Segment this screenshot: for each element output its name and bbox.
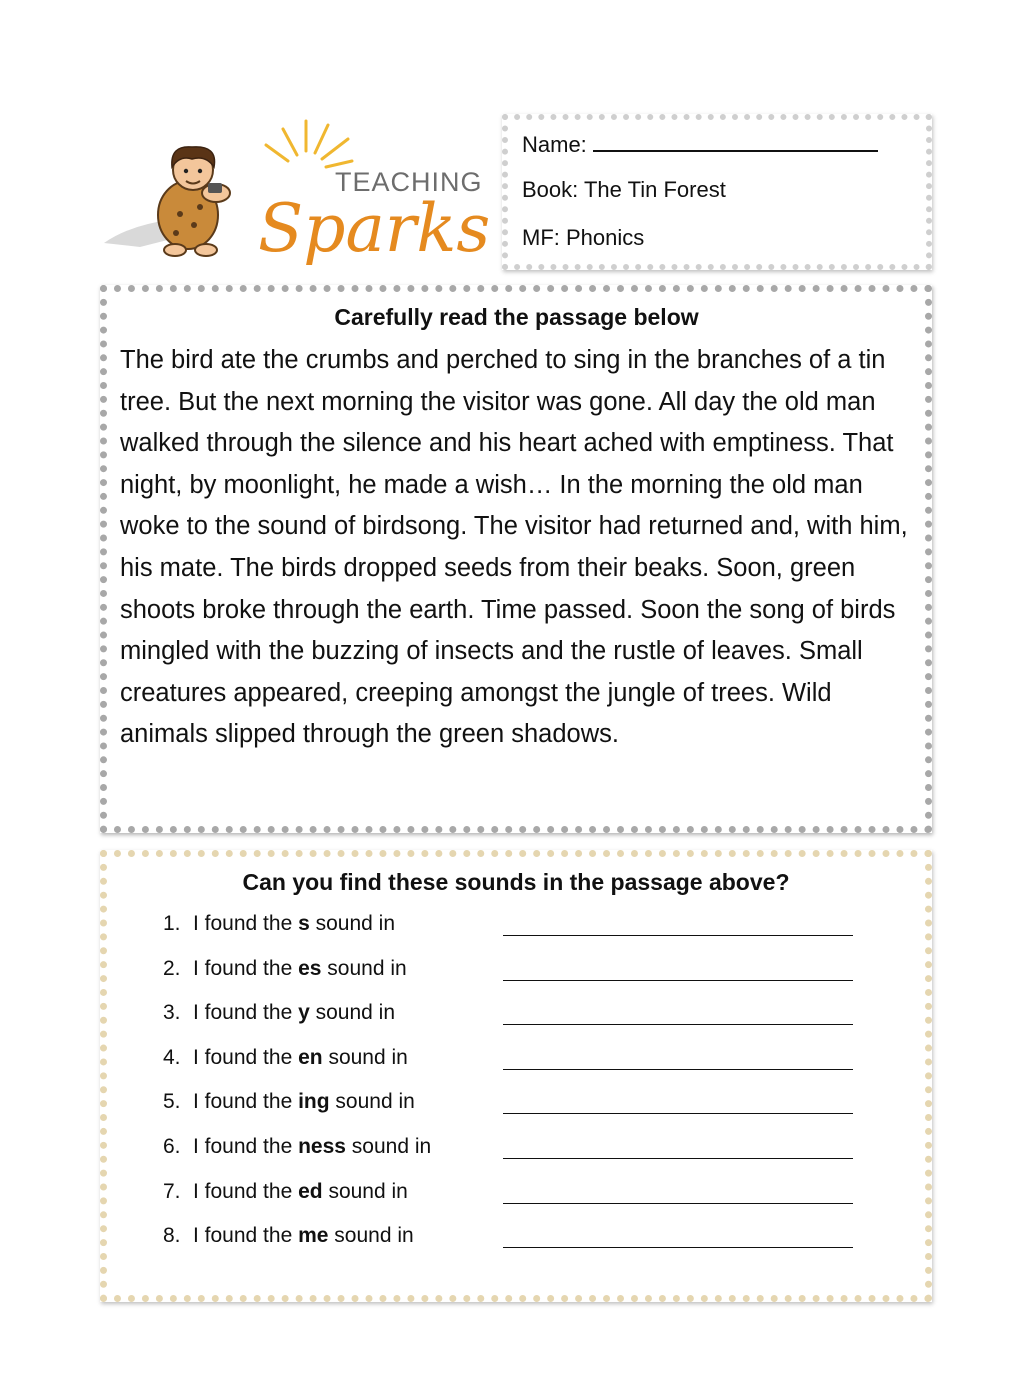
answer-line[interactable] (503, 1024, 853, 1025)
question-number: 4. (163, 1045, 181, 1069)
question-suffix: sound in (328, 1224, 414, 1248)
question-prefix: I found the (193, 1134, 299, 1158)
question-item (119, 1223, 913, 1268)
question-number: 3. (163, 1001, 181, 1025)
question-sound: ing (298, 1090, 330, 1114)
answer-line[interactable] (503, 935, 853, 936)
question-suffix: sound in (321, 956, 407, 980)
name-label: Name: (522, 132, 587, 157)
passage-text: The bird ate the crumbs and perched to sing in the branches of a tin tree. But the next morning the visitor was gone. All day the old man walked through the silence and his heart ached with emptiness. That night, by moonlight, he made a wish… In the morning the old man woke to the sound of birdsong. The visitor had returned and, with him, his mate. The birds dropped seeds from their beaks. Soon, green shoots broke through the earth. Time passed. Soon the song of birds mingled with the buzzing of insects and the rustle of leaves. Small creatures appeared, creeping amongst the jungle of trees. Wild animals slipped through the green shadows. (120, 346, 908, 749)
question-suffix: sound in (322, 1179, 408, 1203)
question-sound: ed (298, 1179, 323, 1203)
question-sound: me (298, 1224, 329, 1248)
sun-rays-icon (266, 121, 352, 167)
question-item (119, 1134, 913, 1179)
book-row: Book: The Tin Forest (522, 177, 726, 202)
question-prefix: I found the (193, 956, 299, 980)
answer-line[interactable] (503, 1113, 853, 1114)
question-number: 8. (163, 1224, 181, 1248)
question-item (119, 911, 913, 956)
question-item (119, 1045, 913, 1090)
question-item (119, 956, 913, 1001)
question-prefix: I found the (193, 1090, 299, 1114)
question-suffix: sound in (309, 912, 396, 935)
student-info-box (502, 114, 932, 270)
question-text (193, 1223, 414, 1249)
question-prefix: I found the (193, 912, 299, 935)
questions-box (100, 850, 932, 1302)
brand-bottom: Sparks (258, 190, 490, 267)
name-row (522, 130, 912, 178)
answer-line[interactable] (503, 1158, 853, 1159)
passage-box (100, 285, 932, 833)
question-text (193, 1179, 408, 1205)
answer-line[interactable] (503, 980, 853, 981)
answer-line[interactable] (503, 1247, 853, 1248)
caveman-mascot-icon (158, 147, 230, 256)
question-sound: es (298, 956, 322, 980)
answer-line[interactable] (503, 1203, 853, 1204)
question-prefix: I found the (193, 1001, 299, 1025)
question-suffix: sound in (322, 1045, 408, 1069)
question-sound: ness (298, 1134, 346, 1158)
teaching-sparks-logo (100, 115, 490, 270)
question-text (193, 911, 395, 937)
question-suffix: sound in (309, 1001, 396, 1025)
question-text (193, 1045, 408, 1071)
question-number: 2. (163, 956, 181, 980)
question-suffix: sound in (329, 1090, 415, 1114)
question-sound: y (298, 1001, 310, 1025)
logo-graphic (100, 115, 490, 270)
question-text (193, 956, 407, 982)
question-number: 1. (163, 912, 181, 935)
questions-list (119, 911, 913, 1268)
question-text (193, 1000, 395, 1026)
question-item (119, 1000, 913, 1045)
question-number: 7. (163, 1179, 181, 1203)
name-input-line[interactable] (593, 130, 878, 152)
question-prefix: I found the (193, 1045, 299, 1069)
question-prefix: I found the (193, 1179, 299, 1203)
question-suffix: sound in (345, 1134, 432, 1158)
question-prefix: I found the (193, 1224, 299, 1248)
question-sound: s (298, 912, 310, 935)
question-text (193, 1134, 431, 1160)
question-sound: en (298, 1045, 323, 1069)
question-number: 5. (163, 1090, 181, 1114)
passage-heading: Carefully read the passage below (334, 304, 699, 330)
question-item (119, 1179, 913, 1224)
questions-heading: Can you find these sounds in the passage above? (242, 869, 790, 895)
question-number: 6. (163, 1134, 181, 1158)
mf-row: MF: Phonics (522, 225, 645, 250)
brand-top: TEACHING (335, 167, 483, 197)
question-item (119, 1089, 913, 1134)
answer-line[interactable] (503, 1069, 853, 1070)
question-text (193, 1089, 415, 1115)
